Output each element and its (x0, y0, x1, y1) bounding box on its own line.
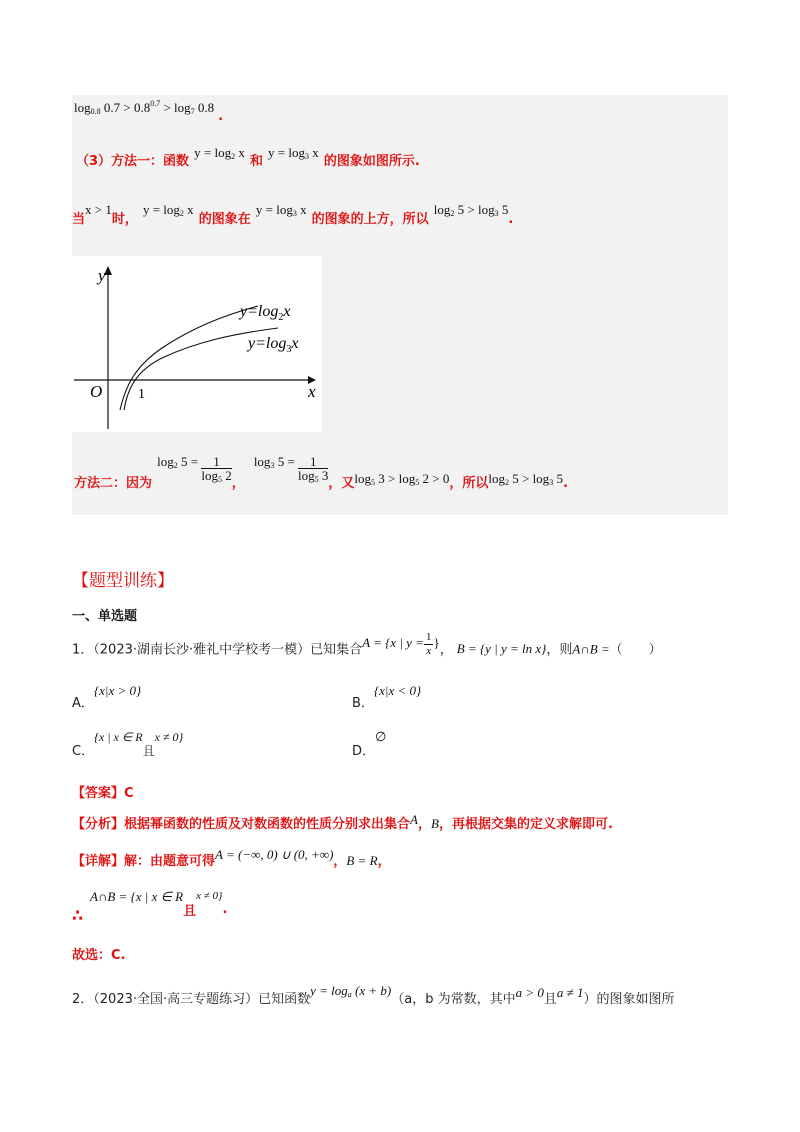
sub-section-title: 一、单选题 (72, 609, 138, 624)
option-d[interactable]: D．∅ (352, 729, 387, 759)
curve-log3-label: $y=\log_3x$ (248, 335, 299, 355)
solution-line-1: $\log_{0.8} 0.7 > 0.8^{0.7} > \log_7 0.8$. (74, 99, 224, 124)
y-axis-label: y (98, 266, 106, 285)
comparison-line: 当$^{x > 1}$时， $^{y = log_2 x}$ 的图象在 $^{y = log_3 x}$ 的图象的上方，所以 $^{log_2 5 > log_3 5}$. (72, 202, 514, 227)
choose-line: 故选：C. (72, 948, 126, 963)
answer-line: 【答案】C (72, 786, 134, 801)
section-title: 【题型训练】 (72, 571, 174, 591)
log-graph-svg (72, 256, 322, 432)
origin-label: O (90, 382, 103, 401)
log-graph (72, 256, 322, 432)
detail-line: 【详解】解：由题意可得A = (−∞, 0) ∪ (0, +∞)，B = R， (72, 847, 391, 869)
analysis-line: 【分析】根据幂函数的性质及对数函数的性质分别求出集合A，B，再根据交集的定义求解即可. (72, 812, 613, 832)
method-2-line: $_{方法二:因为}$ $\log_2 5$ = $\frac{1}{\log_5 2}$ $_,$ $\log_3 5$ = $\frac{1}{\log_5 3}$ $_{,又log_5 3 > log_5 2 > 0,所以log_2 5 > log_3 5.}$ (74, 454, 568, 491)
tick-one-label: 1 (138, 387, 145, 402)
option-a[interactable]: A．{x|x > 0} (72, 683, 142, 711)
question-1: 1．（2023·湖南长沙·雅礼中学校考一模）已知集合A = {x | y = $\frac{1}{x}$ }， B = {y | y = ln x}，则A∩B =（ ） (72, 631, 662, 658)
method-1-line: （3）方法一：函数 $^{y = log_2 x}$ 和 $^{y = log_3 x}$ 的图象如图所示. (76, 145, 420, 169)
therefore-symbol: ∴ (72, 906, 84, 925)
option-b[interactable]: B．{x|x < 0} (352, 683, 422, 711)
result-line: $^{A\cap B = \{x | x \in R}_且^{x \ne 0\}}_.$ (90, 889, 228, 919)
curve-log2-label: $y=\log_2x$ (240, 303, 291, 323)
question-2: 2．（2023·全国·高三专题练习）已知函数$y = \log_a (x + b)(a$，b 为常数，其中a > 0且a ≠ 1）的图象如图所 (72, 983, 675, 1007)
x-axis-label: x (308, 382, 316, 401)
option-c[interactable]: C．{x | x ∈ R且x ≠ 0} (72, 730, 184, 759)
